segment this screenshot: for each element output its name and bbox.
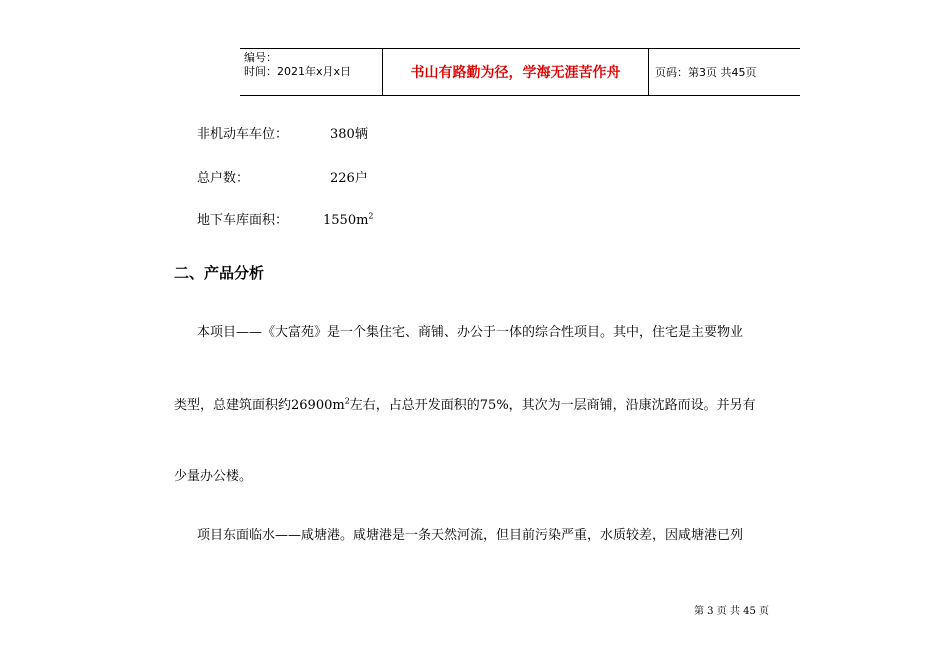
stat-value (323, 212, 374, 230)
page-footer: 第 3 页 共 45 页 (694, 606, 769, 617)
stat-label: 非机动车车位： (197, 127, 289, 142)
paragraph-line (174, 396, 756, 416)
paragraph-line: 项目东面临水——咸塘港。咸塘港是一条天然河流，但目前污染严重，水质较差，因咸塘港已列 (197, 528, 744, 543)
header-page-info: 页码：第3页 共45页 (655, 66, 757, 79)
header-slogan: 书山有路勤为径，学海无涯苦作舟 (383, 49, 649, 95)
stat-label: 地下车库面积： (197, 213, 289, 228)
stat-value: 226户 (330, 171, 368, 186)
header-time-label: 时间：2021年x月x日 (244, 65, 352, 78)
stat-value-superscript: 2 (368, 211, 374, 221)
stat-value-number: 1550m (323, 213, 369, 228)
header-number-label: 编号： (244, 51, 277, 64)
section-heading: 二、产品分析 (174, 264, 265, 282)
paragraph-line: 本项目——《大富苑》是一个集住宅、商铺、办公于一体的综合性项目。其中，住宅是主要物业 (197, 325, 744, 340)
paragraph-line: 少量办公楼。 (174, 469, 253, 484)
header-meta (240, 49, 383, 95)
stat-label: 总户数： (197, 171, 250, 186)
paragraph-text: 类型，总建筑面积约26900m (174, 398, 345, 413)
paragraph-text: 左右，占总开发面积的75%，其次为一层商铺，沿康沈路而设。并另有 (349, 398, 756, 413)
page-header (240, 48, 800, 96)
stat-value: 380辆 (330, 127, 368, 142)
superscript: 2 (344, 396, 350, 406)
